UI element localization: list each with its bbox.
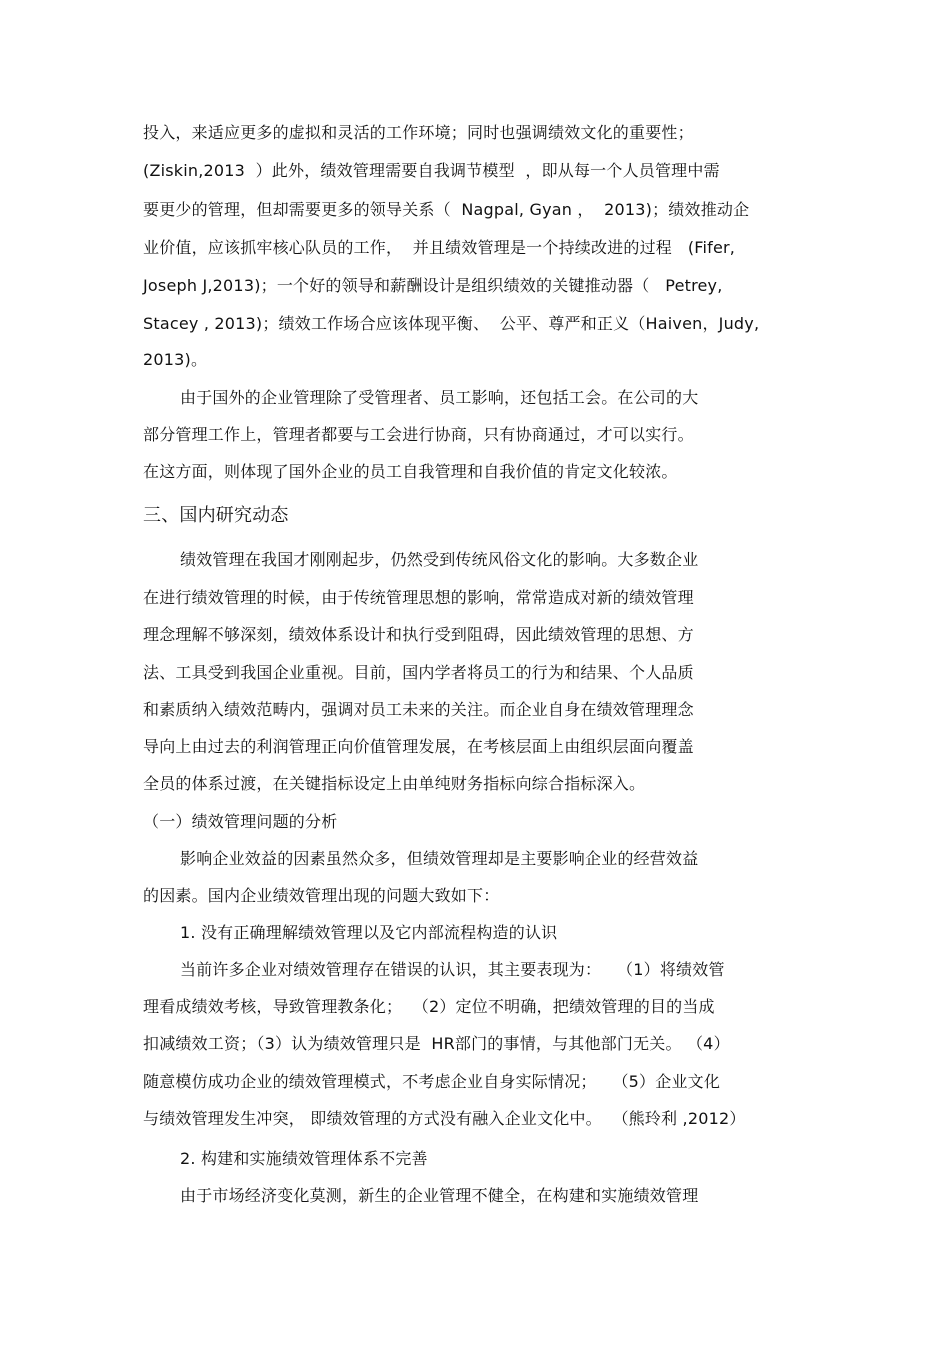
- body-text-line: 理看成绩效考核，导致管理教条化； （2）定位不明确，把绩效管理的目的当成: [143, 997, 715, 1016]
- body-text-line: 随意模仿成功企业的绩效管理模式，不考虑企业自身实际情况； （5）企业文化: [143, 1072, 721, 1091]
- body-text-line: 的因素。国内企业绩效管理出现的问题大致如下：: [143, 886, 500, 905]
- body-text-line: 全员的体系过渡，在关键指标设定上由单纯财务指标向综合指标深入。: [143, 774, 646, 793]
- body-text-line: 和素质纳入绩效范畴内，强调对员工未来的关注。而企业自身在绩效管理理念: [143, 700, 694, 719]
- body-text-line: 要更少的管理，但却需要更多的领导关系（ Nagpal, Gyan ， 2013)；绩效推动企: [143, 200, 750, 219]
- paragraph-first-line: 绩效管理在我国才刚刚起步，仍然受到传统风俗文化的影响。大多数企业: [180, 550, 699, 569]
- body-text-line: Joseph J,2013)；一个好的领导和薪酬设计是组织绩效的关键推动器（ Petrey,: [143, 276, 723, 295]
- body-text-line: 理念理解不够深刻，绩效体系设计和执行受到阻碍，因此绩效管理的思想、方: [143, 625, 694, 644]
- body-text-line: (Ziskin,2013 ）此外，绩效管理需要自我调节模型 ，即从每一个人员管理中需: [143, 161, 720, 180]
- paragraph-first-line: 由于市场经济变化莫测，新生的企业管理不健全，在构建和实施绩效管理: [180, 1186, 699, 1205]
- body-text-line: 2013)。: [143, 350, 208, 369]
- body-text-line: Stacey , 2013)；绩效工作场合应该体现平衡、 公平、尊严和正义（Haiven，Judy,: [143, 314, 760, 333]
- numbered-item-heading: 2. 构建和实施绩效管理体系不完善: [180, 1149, 428, 1168]
- paragraph-first-line: 当前许多企业对绩效管理存在错误的认识，其主要表现为： （1）将绩效管: [180, 960, 725, 979]
- subsection-heading: （一）绩效管理问题的分析: [143, 812, 338, 831]
- body-text-line: 扣减绩效工资；（3）认为绩效管理只是 HR部门的事情，与其他部门无关。 （4）: [143, 1034, 730, 1053]
- body-text-line: 业价值，应该抓牢核心队员的工作， 并且绩效管理是一个持续改进的过程 (Fifer,: [143, 238, 736, 257]
- section-heading: 三、国内研究动态: [143, 505, 289, 526]
- body-text-line: 导向上由过去的利润管理正向价值管理发展，在考核层面上由组织层面向覆盖: [143, 737, 694, 756]
- paragraph-first-line: 由于国外的企业管理除了受管理者、员工影响，还包括工会。在公司的大: [180, 388, 699, 407]
- paragraph-first-line: 影响企业效益的因素虽然众多，但绩效管理却是主要影响企业的经营效益: [180, 849, 699, 868]
- body-text-line: 投入，来适应更多的虚拟和灵活的工作环境；同时也强调绩效文化的重要性；: [143, 123, 694, 142]
- body-text-line: 与绩效管理发生冲突， 即绩效管理的方式没有融入企业文化中。 （熊玲利 ,2012）: [143, 1109, 746, 1128]
- body-text-line: 法、工具受到我国企业重视。目前，国内学者将员工的行为和结果、个人品质: [143, 663, 694, 682]
- body-text-line: 在进行绩效管理的时候，由于传统管理思想的影响，常常造成对新的绩效管理: [143, 588, 694, 607]
- body-text-line: 在这方面，则体现了国外企业的员工自我管理和自我价值的肯定文化较浓。: [143, 462, 678, 481]
- body-text-line: 部分管理工作上，管理者都要与工会进行协商，只有协商通过，才可以实行。: [143, 425, 694, 444]
- numbered-item-heading: 1. 没有正确理解绩效管理以及它内部流程构造的认识: [180, 923, 558, 942]
